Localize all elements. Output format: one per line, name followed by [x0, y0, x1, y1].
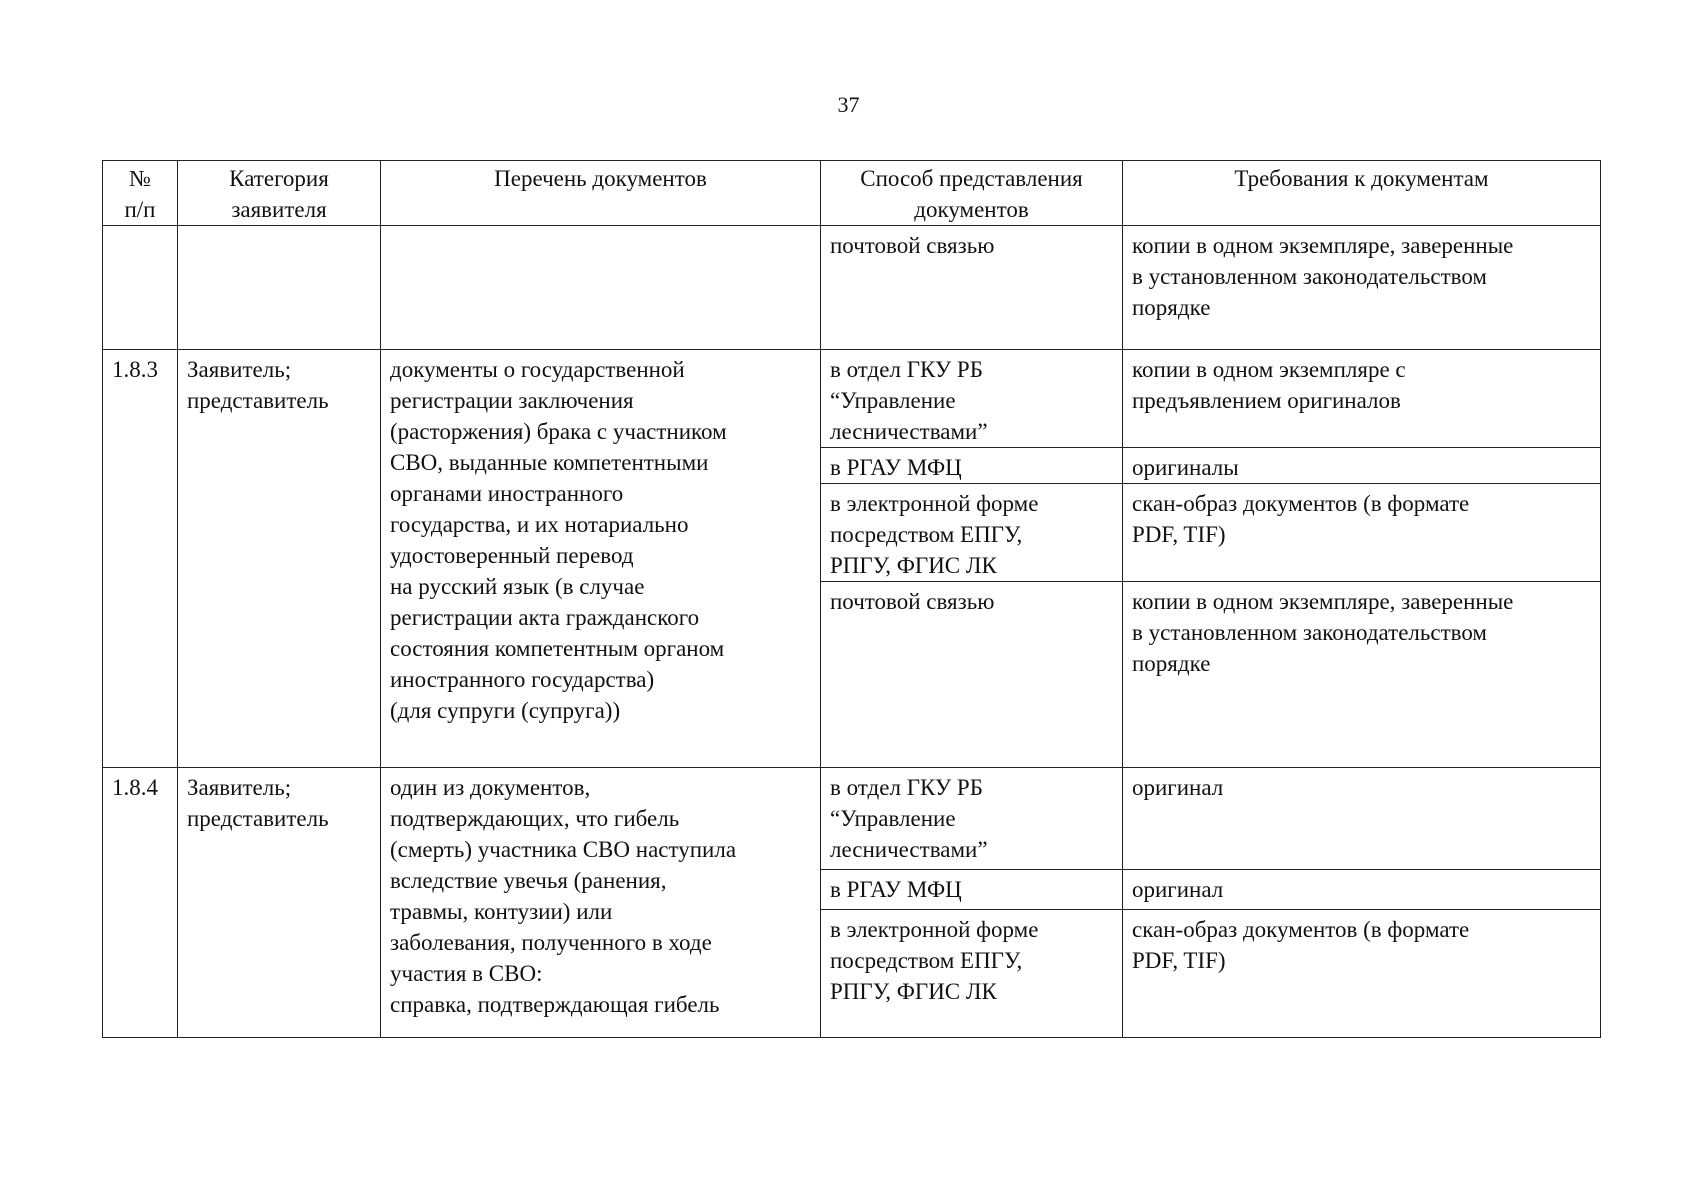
cell-requirement: оригинал — [1123, 870, 1601, 910]
cell-category: Заявитель; представитель — [178, 768, 381, 1038]
table-row-1-8-3 — [103, 350, 1601, 448]
cell-requirement: копии в одном экземпляре с предъявлением оригиналов — [1123, 350, 1601, 448]
cell-method: в РГАУ МФЦ — [821, 870, 1123, 910]
cell-requirement: оригинал — [1123, 768, 1601, 870]
table-row-1-8-4 — [103, 768, 1601, 870]
cell-method: в РГАУ МФЦ — [821, 448, 1123, 484]
cell-requirement: копии в одном экземпляре, заверенные в установленном законодательством порядке — [1123, 582, 1601, 768]
cell-method: почтовой связью — [821, 226, 1123, 350]
cell-method: в отдел ГКУ РБ “Управление лесничествами” — [821, 768, 1123, 870]
header-category: Категория заявителя — [178, 161, 381, 226]
cell-requirement: скан-образ документов (в формате PDF, TIF) — [1123, 910, 1601, 1038]
cell-number: 1.8.3 — [103, 350, 178, 768]
documents-table — [102, 160, 1601, 1038]
cell-documents: документы о государственной регистрации заключения (расторжения) брака с участником СВО, выданные компетентными органами иностранного государства, и их нотариально удостоверенный перевод на русский язык (в случае регистрации акта гражданского состояния компетентным органом иностранного государства) (для супруги (супруга)) — [381, 350, 821, 768]
cell-documents: один из документов, подтверждающих, что гибель (смерть) участника СВО наступила вследствие увечья (ранения, травмы, контузии) или заболевания, полученного в ходе участия в СВО: справка, подтверждающая гибель — [381, 768, 821, 1038]
cell-method: почтовой связью — [821, 582, 1123, 768]
table-row-continuation — [103, 226, 1601, 350]
cell-number-empty — [103, 226, 178, 350]
cell-method: в отдел ГКУ РБ “Управление лесничествами” — [821, 350, 1123, 448]
cell-category-empty — [178, 226, 381, 350]
cell-requirement: оригиналы — [1123, 448, 1601, 484]
table-header-row — [103, 161, 1601, 226]
page-number: 37 — [837, 92, 860, 117]
cell-method: в электронной форме посредством ЕПГУ, РПГУ, ФГИС ЛК — [821, 910, 1123, 1038]
cell-category: Заявитель; представитель — [178, 350, 381, 768]
cell-method: в электронной форме посредством ЕПГУ, РПГУ, ФГИС ЛК — [821, 484, 1123, 582]
cell-requirement: скан-образ документов (в формате PDF, TIF) — [1123, 484, 1601, 582]
cell-number: 1.8.4 — [103, 768, 178, 1038]
header-number: № п/п — [103, 161, 178, 226]
cell-requirement: копии в одном экземпляре, заверенные в установленном законодательством порядке — [1123, 226, 1601, 350]
header-documents: Перечень документов — [381, 161, 821, 226]
cell-documents-empty — [381, 226, 821, 350]
header-requirements: Требования к документам — [1123, 161, 1601, 226]
header-method: Способ представления документов — [821, 161, 1123, 226]
